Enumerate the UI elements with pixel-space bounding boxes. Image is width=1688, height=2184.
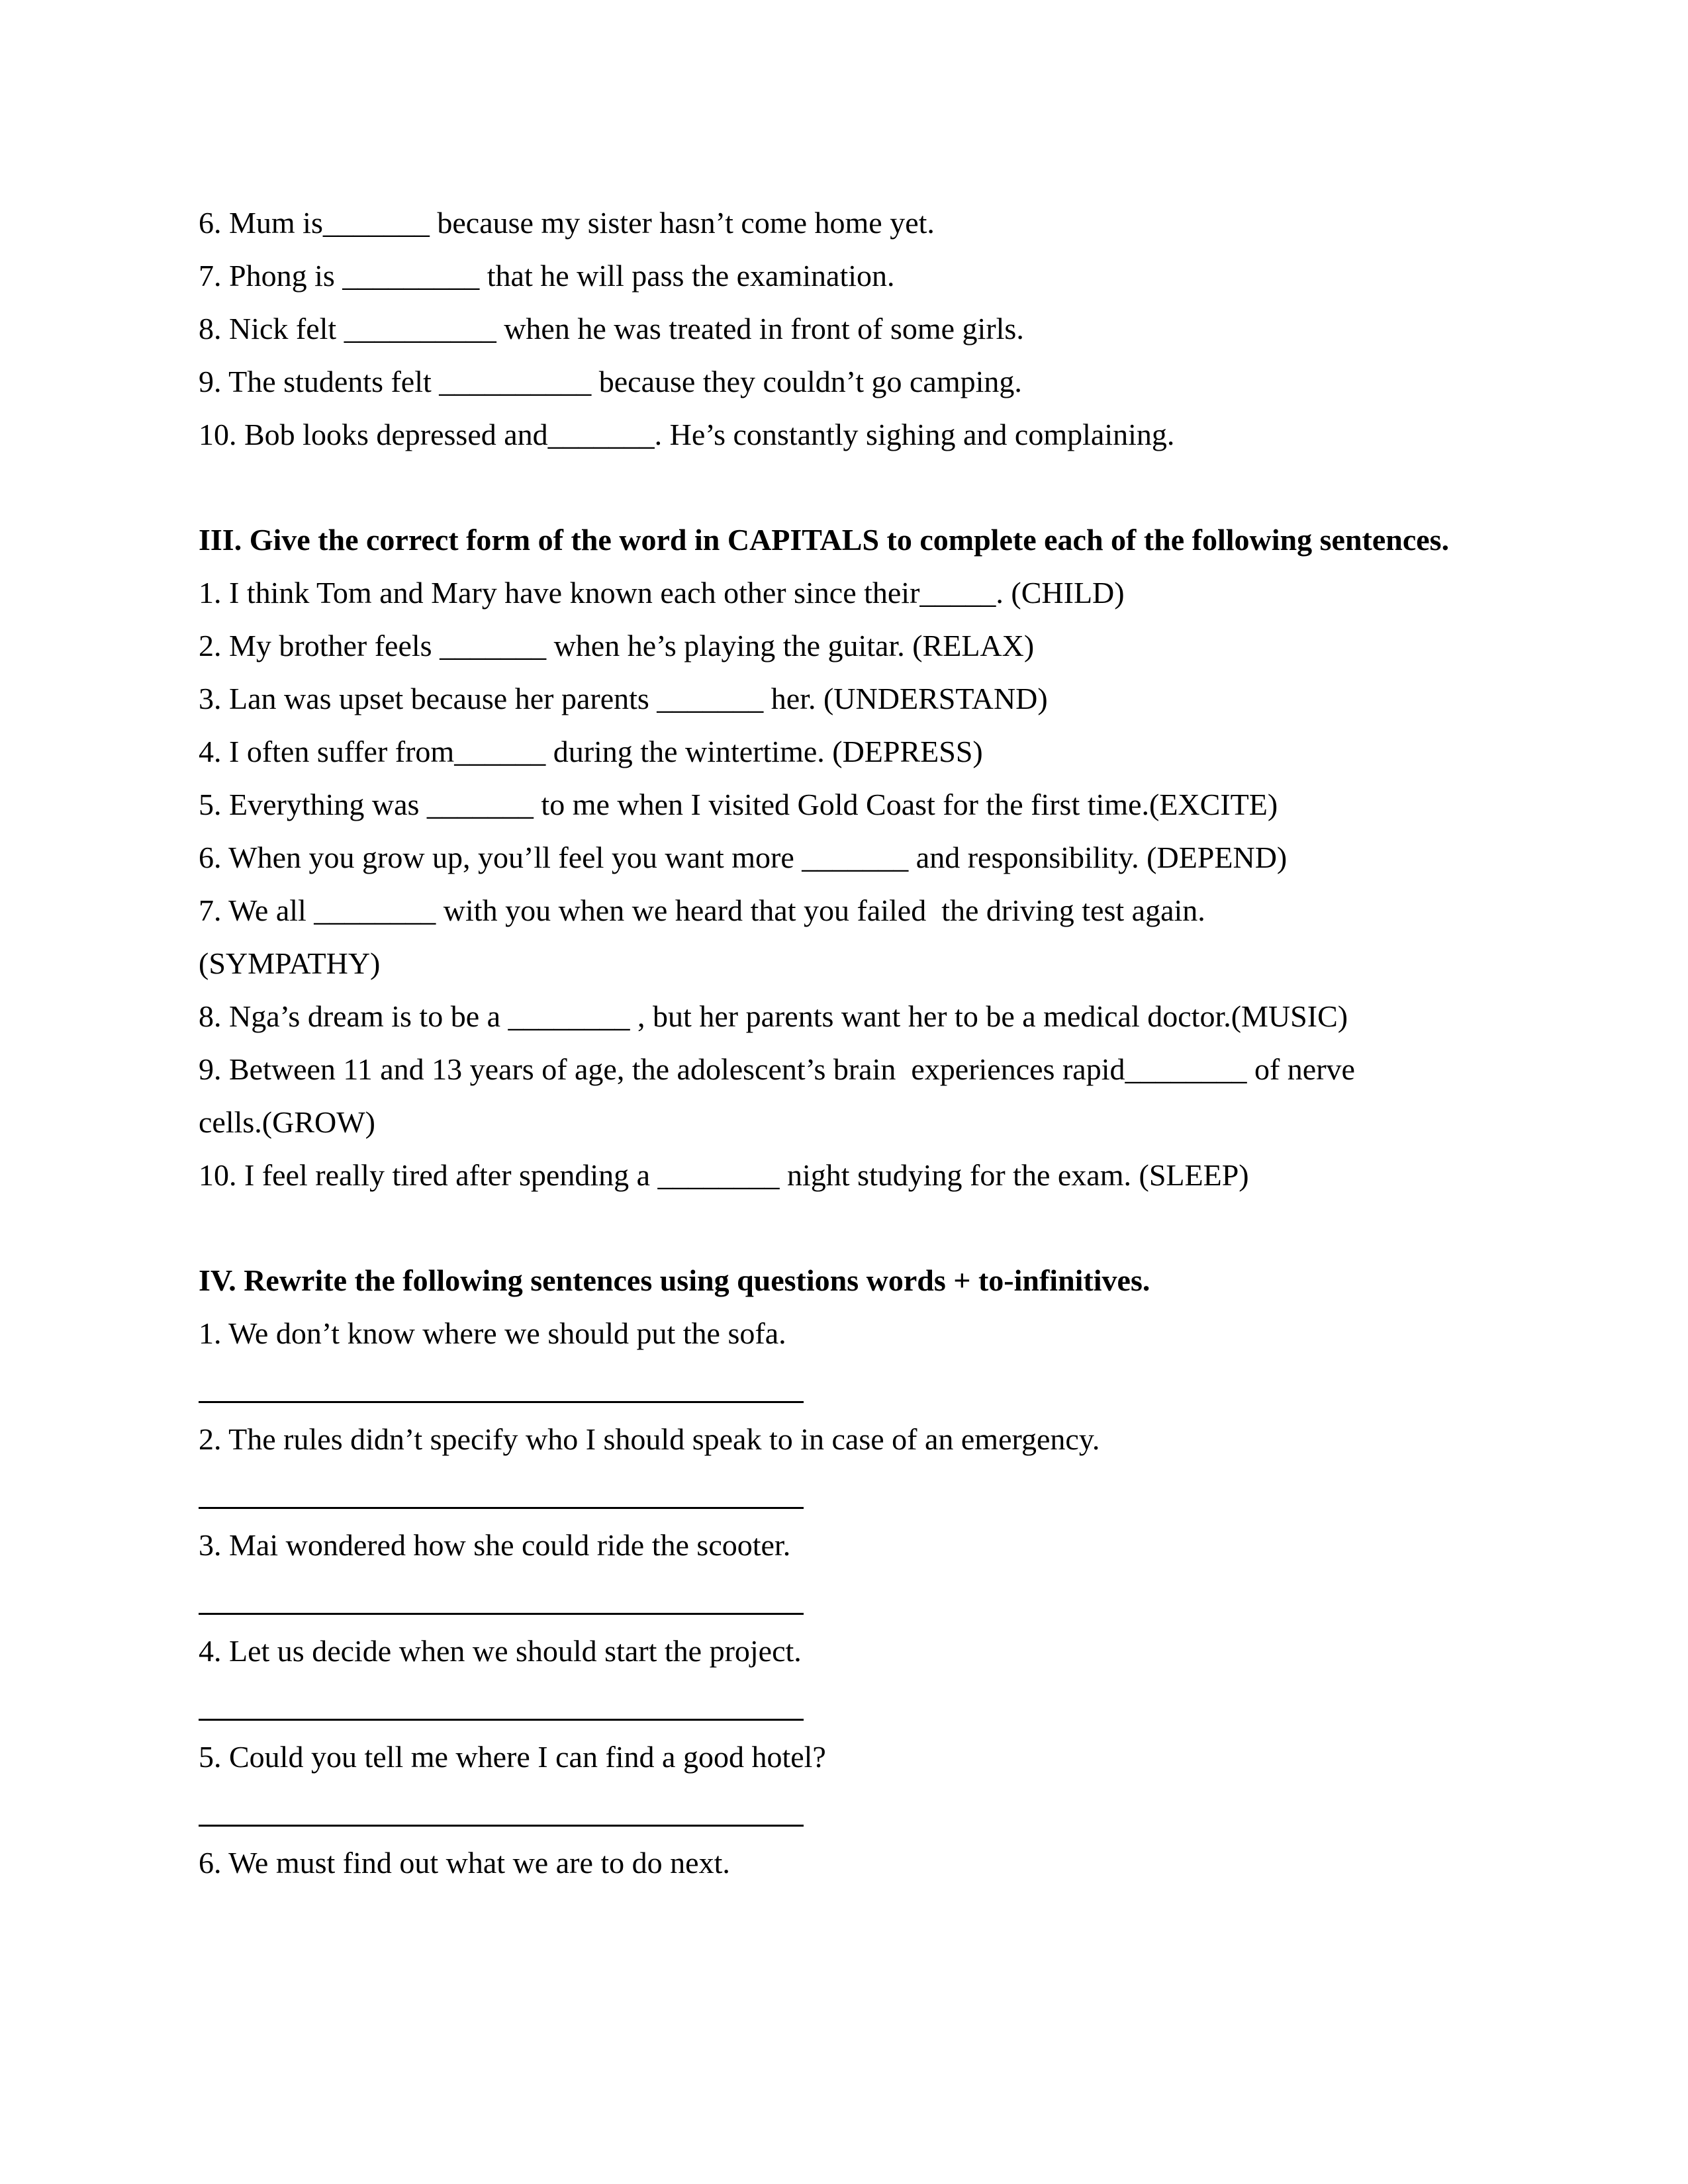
answer-blank[interactable]	[199, 1360, 1496, 1413]
section-4	[199, 1254, 1496, 1889]
exercise-item: 9. The students felt __________ because they couldn’t go camping.	[199, 365, 1022, 398]
exercise-item: 8. Nga’s dream is to be a ________ , but her parents want her to be a medical doctor.(MUSIC)	[199, 999, 1348, 1033]
exercise-item: 8. Nick felt __________ when he was treated in front of some girls.	[199, 312, 1024, 345]
exercise-item: 3. Mai wondered how she could ride the scooter.	[199, 1528, 791, 1562]
section-spacer	[199, 461, 1496, 514]
answer-underline	[199, 1825, 804, 1827]
answer-underline	[199, 1507, 804, 1509]
exercise-item: 7. Phong is _________ that he will pass the examination.	[199, 259, 895, 293]
exercise-item: 5. Could you tell me where I can find a good hotel?	[199, 1740, 826, 1774]
answer-underline	[199, 1613, 804, 1615]
section-3	[199, 514, 1496, 1202]
worksheet-content	[199, 197, 1496, 1889]
exercise-item: 2. The rules didn’t specify who I should speak to in case of an emergency.	[199, 1422, 1100, 1456]
answer-blank[interactable]	[199, 1466, 1496, 1519]
exercise-item: 6. Mum is_______ because my sister hasn’t come home yet.	[199, 206, 935, 240]
answer-blank[interactable]	[199, 1784, 1496, 1837]
section-spacer	[199, 1202, 1496, 1254]
section-4-heading: IV. Rewrite the following sentences using questions words + to-infinitives.	[199, 1263, 1150, 1297]
exercise-item: 10. Bob looks depressed and_______. He’s constantly sighing and complaining.	[199, 418, 1175, 451]
answer-blank[interactable]	[199, 1678, 1496, 1731]
exercise-item: 4. I often suffer from______ during the wintertime. (DEPRESS)	[199, 735, 983, 768]
exercise-item: 3. Lan was upset because her parents _______ her. (UNDERSTAND)	[199, 682, 1048, 715]
answer-blank[interactable]	[199, 1572, 1496, 1625]
exercise-item: 6. When you grow up, you’ll feel you want more _______ and responsibility. (DEPEND)	[199, 841, 1288, 874]
answer-underline	[199, 1401, 804, 1403]
answer-underline	[199, 1719, 804, 1721]
exercise-item: 4. Let us decide when we should start the project.	[199, 1634, 802, 1668]
exercise-item-continuation: (SYMPATHY)	[199, 946, 381, 980]
section-2-continued	[199, 197, 1496, 461]
exercise-item: 9. Between 11 and 13 years of age, the adolescent’s brain experiences rapid________ of nerve	[199, 1052, 1355, 1086]
exercise-item-continuation: cells.(GROW)	[199, 1105, 375, 1139]
exercise-item: 1. We don’t know where we should put the sofa.	[199, 1316, 786, 1350]
exercise-item: 10. I feel really tired after spending a ________ night studying for the exam. (SLEEP)	[199, 1158, 1249, 1192]
exercise-item: 6. We must find out what we are to do next.	[199, 1846, 730, 1880]
exercise-item: 2. My brother feels _______ when he’s playing the guitar. (RELAX)	[199, 629, 1035, 662]
exercise-item: 1. I think Tom and Mary have known each other since their_____. (CHILD)	[199, 576, 1125, 610]
section-3-heading: III. Give the correct form of the word in CAPITALS to complete each of the following sentences.	[199, 523, 1450, 557]
exercise-item: 7. We all ________ with you when we heard that you failed the driving test again.	[199, 893, 1205, 927]
exercise-item: 5. Everything was _______ to me when I visited Gold Coast for the first time.(EXCITE)	[199, 788, 1278, 821]
